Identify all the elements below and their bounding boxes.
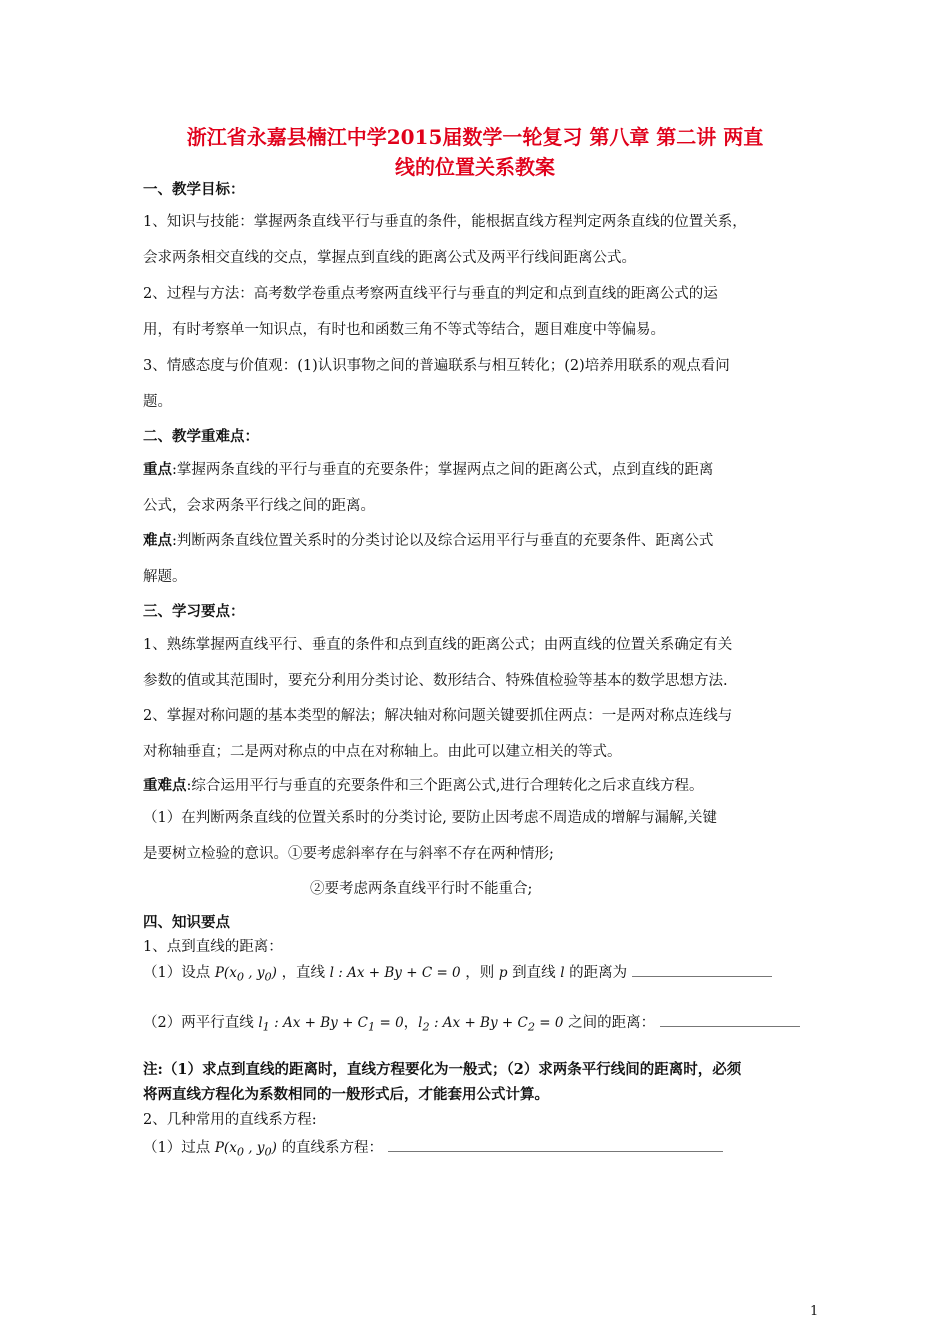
section-3-heading: 三、学习要点： <box>143 603 245 620</box>
s3-p1-line-1: 1、熟练掌握两直线平行、垂直的条件和点到直线的距离公式；由两直线的位置关系确定有关 <box>143 637 733 653</box>
l1-rest: : Ax + By + C <box>269 1015 369 1031</box>
q3-comma: , y <box>243 1140 265 1156</box>
q1-text-c: ，则 <box>465 965 495 981</box>
s3-note-line-2: 是要树立检验的意识。①要考虑斜率存在与斜率不存在两种情形; <box>143 846 554 862</box>
s3-p2-line-1: 2、掌握对称问题的基本类型的解法；解决轴对称问题关键要抓住两点：一是两对称点连线与 <box>143 708 733 724</box>
emphasis-label: 重难点 <box>143 777 187 794</box>
l2-symbol: l <box>418 1015 423 1031</box>
difficulty-text: :判断两条直线位置关系时的分类讨论以及综合运用平行与垂直的充要条件、距离公式 <box>172 533 714 549</box>
c2-sub: 2 <box>527 1020 536 1034</box>
q1-text-d: 到直线 <box>512 965 556 981</box>
q3-close: ) <box>271 1140 277 1156</box>
s3-p2-line-2: 对称轴垂直；二是两对称点的中点在对称轴上。由此可以建立相关的等式。 <box>143 744 622 760</box>
s3-emphasis-line <box>143 774 704 795</box>
s3-note-line-3: ②要考虑两条直线平行时不能重合; <box>310 881 533 897</box>
q1-text-b: ，直线 <box>281 965 326 981</box>
s1-p2-line-1: 2、过程与方法：高考数学卷重点考察两直线平行与垂直的判定和点到直线的距离公式的运 <box>143 286 718 302</box>
l1-end: = 0 <box>375 1015 404 1031</box>
s1-p3-line-2: 题。 <box>143 394 172 410</box>
s1-p2-line-2: 用，有时考察单一知识点，有时也和函数三角不等式等结合，题目难度中等偏易。 <box>143 322 665 338</box>
q2-text-b: 之间的距离： <box>568 1015 656 1031</box>
q1-p-symbol: p <box>498 965 508 981</box>
section-2-heading: 二、教学重难点： <box>143 428 259 445</box>
q3-p-open: P(x <box>214 1140 237 1156</box>
s2-difficulty-line-2: 解题。 <box>143 569 187 585</box>
answer-blank-3 <box>388 1137 723 1152</box>
answer-blank-2 <box>660 1012 800 1027</box>
s2-key-point-line-2: 公式，会求两条平行线之间的距离。 <box>143 498 375 514</box>
q1-l-symbol: l <box>560 965 565 981</box>
l2-end: = 0 <box>535 1015 564 1031</box>
s1-p1-line-1: 1、知识与技能：掌握两条直线平行与垂直的条件，能根据直线方程判定两条直线的位置关系， <box>143 214 747 230</box>
q2-text-a: （2）两平行直线 <box>143 1015 254 1031</box>
q3-text-b: 的直线系方程： <box>281 1140 384 1156</box>
line-l-equation: l : Ax + By + C = 0 <box>329 965 461 981</box>
q1-text-e: 的距离为 <box>569 965 628 981</box>
q1-text-a: （1）设点 <box>143 965 211 981</box>
line-family-question <box>143 1136 723 1159</box>
note-line-2: 将两直线方程化为系数相同的一般形式后，才能套用公式计算。 <box>143 1086 549 1103</box>
s3-p1-line-2: 参数的值或其范围时，要充分利用分类讨论、数形结合、特殊值检验等基本的数学思想方法. <box>143 673 728 689</box>
c1-sub: 1 <box>368 1020 376 1034</box>
q3-text-a: （1）过点 <box>143 1140 211 1156</box>
s2-difficulty-line-1 <box>143 529 713 550</box>
q3-sub: 0 <box>236 1145 244 1159</box>
point-line-distance-question <box>143 961 772 984</box>
page-number: 1 <box>810 1304 819 1319</box>
q1-comma: , y <box>243 965 265 981</box>
emphasis-text: :综合运用平行与垂直的充要条件和三个距离公式,进行合理转化之后求直线方程。 <box>186 778 704 794</box>
q1-close: ) <box>271 965 277 981</box>
l1-sub: 1 <box>262 1020 270 1034</box>
difficulty-label: 难点 <box>143 532 172 549</box>
q3-sub-b: 0 <box>264 1145 272 1159</box>
s2-key-point-line-1 <box>143 458 713 479</box>
s4-sub-2: 2、几种常用的直线系方程: <box>143 1112 317 1128</box>
point-p-formula <box>214 965 277 984</box>
key-point-label: 重点 <box>143 461 172 478</box>
s1-p3-line-1: 3、情感态度与价值观：(1)认识事物之间的普遍联系与相互转化；(2)培养用联系的观点看问 <box>143 358 730 374</box>
line-l1-equation <box>258 1015 404 1034</box>
l2-rest: : Ax + By + C <box>429 1015 528 1031</box>
section-1-heading: 一、教学目标： <box>143 181 245 198</box>
q1-sub: 0 <box>236 970 244 984</box>
answer-blank-1 <box>632 962 772 977</box>
document-title-line-2: 线的位置关系教案 <box>395 155 555 179</box>
document-title-line-1: 浙江省永嘉县楠江中学2015届数学一轮复习 第八章 第二讲 两直 <box>186 125 764 149</box>
s1-p1-line-2: 会求两条相交直线的交点，掌握点到直线的距离公式及两平行线间距离公式。 <box>143 250 636 266</box>
point-p-formula-2 <box>214 1140 277 1159</box>
parallel-line-distance-question <box>143 1011 800 1034</box>
s4-sub-1: 1、点到直线的距离： <box>143 939 283 955</box>
l1-symbol: l <box>258 1015 263 1031</box>
line-l2-equation <box>418 1015 564 1034</box>
q1-p-open: P(x <box>214 965 237 981</box>
note-line-1: 注:（1）求点到直线的距离时，直线方程要化为一般式；（2）求两条平行线间的距离时，必须 <box>143 1061 742 1078</box>
q1-sub-b: 0 <box>264 970 272 984</box>
l2-sub: 2 <box>422 1020 430 1034</box>
q2-separator: ， <box>403 1015 419 1031</box>
section-4-heading: 四、知识要点 <box>143 914 230 931</box>
key-point-text: :掌握两条直线的平行与垂直的充要条件；掌握两点之间的距离公式，点到直线的距离 <box>172 462 714 478</box>
s3-note-line-1: （1）在判断两条直线的位置关系时的分类讨论, 要防止因考虑不周造成的增解与漏解,关键 <box>143 810 718 826</box>
